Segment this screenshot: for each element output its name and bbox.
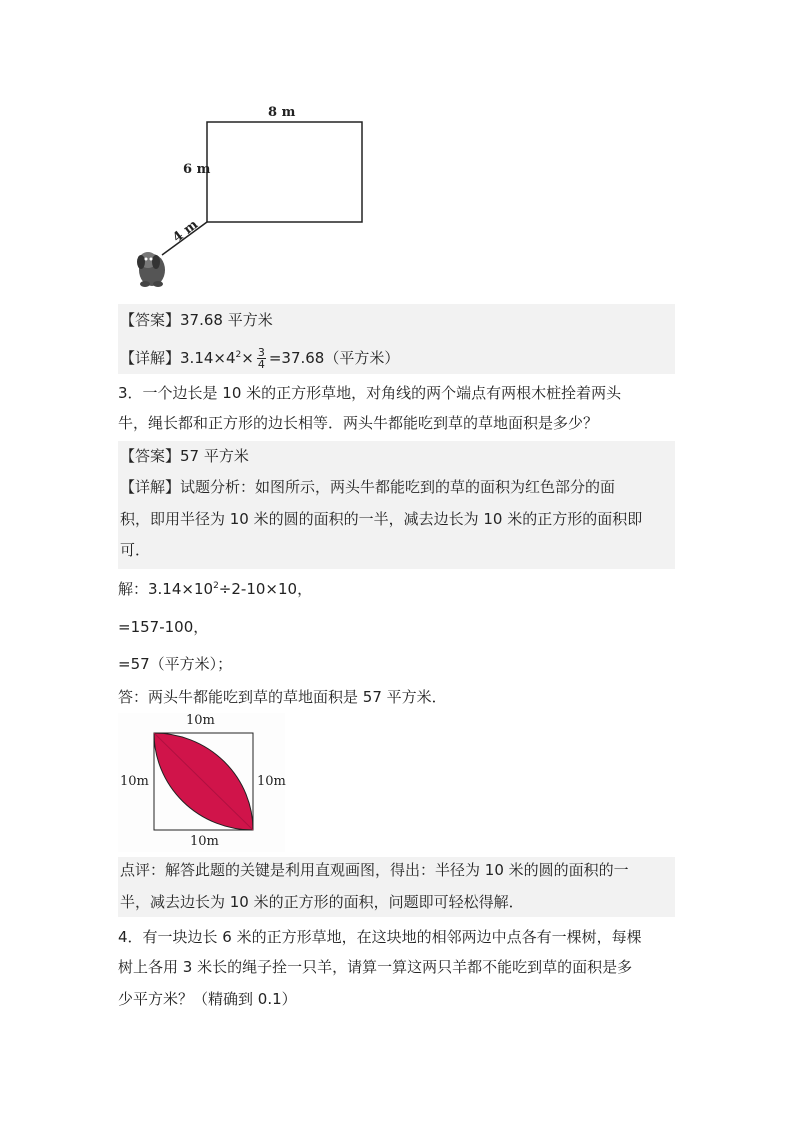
fig2-bottom-label: 10m	[190, 834, 219, 849]
solution-pre: 解：3.14×10	[118, 580, 214, 598]
dog-icon	[137, 252, 165, 287]
fig2-left-label: 10m	[120, 774, 149, 789]
fraction	[257, 347, 266, 370]
solution-line	[118, 573, 312, 602]
times-sign: ×	[241, 349, 254, 367]
detail-tag: 【详解】	[120, 349, 181, 367]
answer3-line	[120, 443, 249, 469]
answer-value: 57 平方米	[180, 447, 249, 465]
figure-square-lens	[118, 713, 285, 852]
exponent: 2	[213, 581, 219, 591]
fig1-left-label: 6 m	[183, 162, 211, 177]
question4-line1: 4．有一块边长 6 米的正方形草地，在这块地的相邻两边中点各有一棵树，每棵	[118, 928, 642, 946]
fraction-denominator: 4	[257, 358, 265, 371]
fig1-top-label: 8 m	[268, 105, 296, 120]
answer-tag: 【答案】	[120, 447, 181, 465]
exponent: 2	[235, 350, 242, 360]
solution-reply: 答：两头牛都能吃到草的草地面积是 57 平方米．	[118, 688, 447, 706]
question4-line3-main: 少平方米？	[118, 990, 194, 1008]
detail-result: =37.68（平方米）	[268, 349, 400, 367]
question4-line2: 树上各用 3 米长的绳子拴一只羊，请算一算这两只羊都不能吃到草的面积是多	[118, 958, 633, 976]
answer-block-3	[118, 441, 675, 569]
solution-step3: =57（平方米）；	[118, 655, 233, 673]
answer1-line	[120, 307, 273, 333]
detail-expr: 3.14×4	[180, 349, 236, 367]
comment-block	[118, 857, 675, 917]
question4-line3	[118, 986, 297, 1012]
detail1-line	[120, 342, 399, 371]
detail3-line3: 可．	[120, 541, 151, 559]
answer-block-1	[118, 304, 675, 374]
question4-line3-note: （精确到 0.1）	[193, 990, 297, 1008]
answer-tag: 【答案】	[120, 311, 181, 329]
question3-line2: 牛，绳长都和正方形的边长相等．两头牛都能吃到草的草地面积是多少？	[118, 414, 599, 432]
fig1-diag-label: 4 m	[170, 217, 202, 246]
answer-value: 37.68 平方米	[180, 311, 273, 329]
solution-post: ÷2-10×10，	[218, 580, 313, 598]
fig2-top-label: 10m	[186, 713, 215, 728]
fig2-right-label: 10m	[257, 774, 286, 789]
detail3-line2: 积，即用半径为 10 米的圆的面积的一半，减去边长为 10 米的正方形的面积即	[120, 510, 643, 528]
detail3-line1: 【详解】试题分析：如图所示，两头牛都能吃到的草的面积为红色部分的面	[120, 478, 616, 496]
solution-step2: =157-100，	[118, 618, 209, 636]
comment-line1: 点评：解答此题的关键是利用直观画图，得出：半径为 10 米的圆的面积的一	[120, 861, 629, 879]
question3-line1: 3．一个边长是 10 米的正方形草地，对角线的两个端点有两根木桩拴着两头	[118, 384, 622, 402]
fraction-numerator: 3	[257, 346, 265, 359]
comment-line2: 半，减去边长为 10 米的正方形的面积，问题即可轻松得解．	[120, 893, 524, 911]
figure-rectangle-dog	[120, 100, 370, 300]
